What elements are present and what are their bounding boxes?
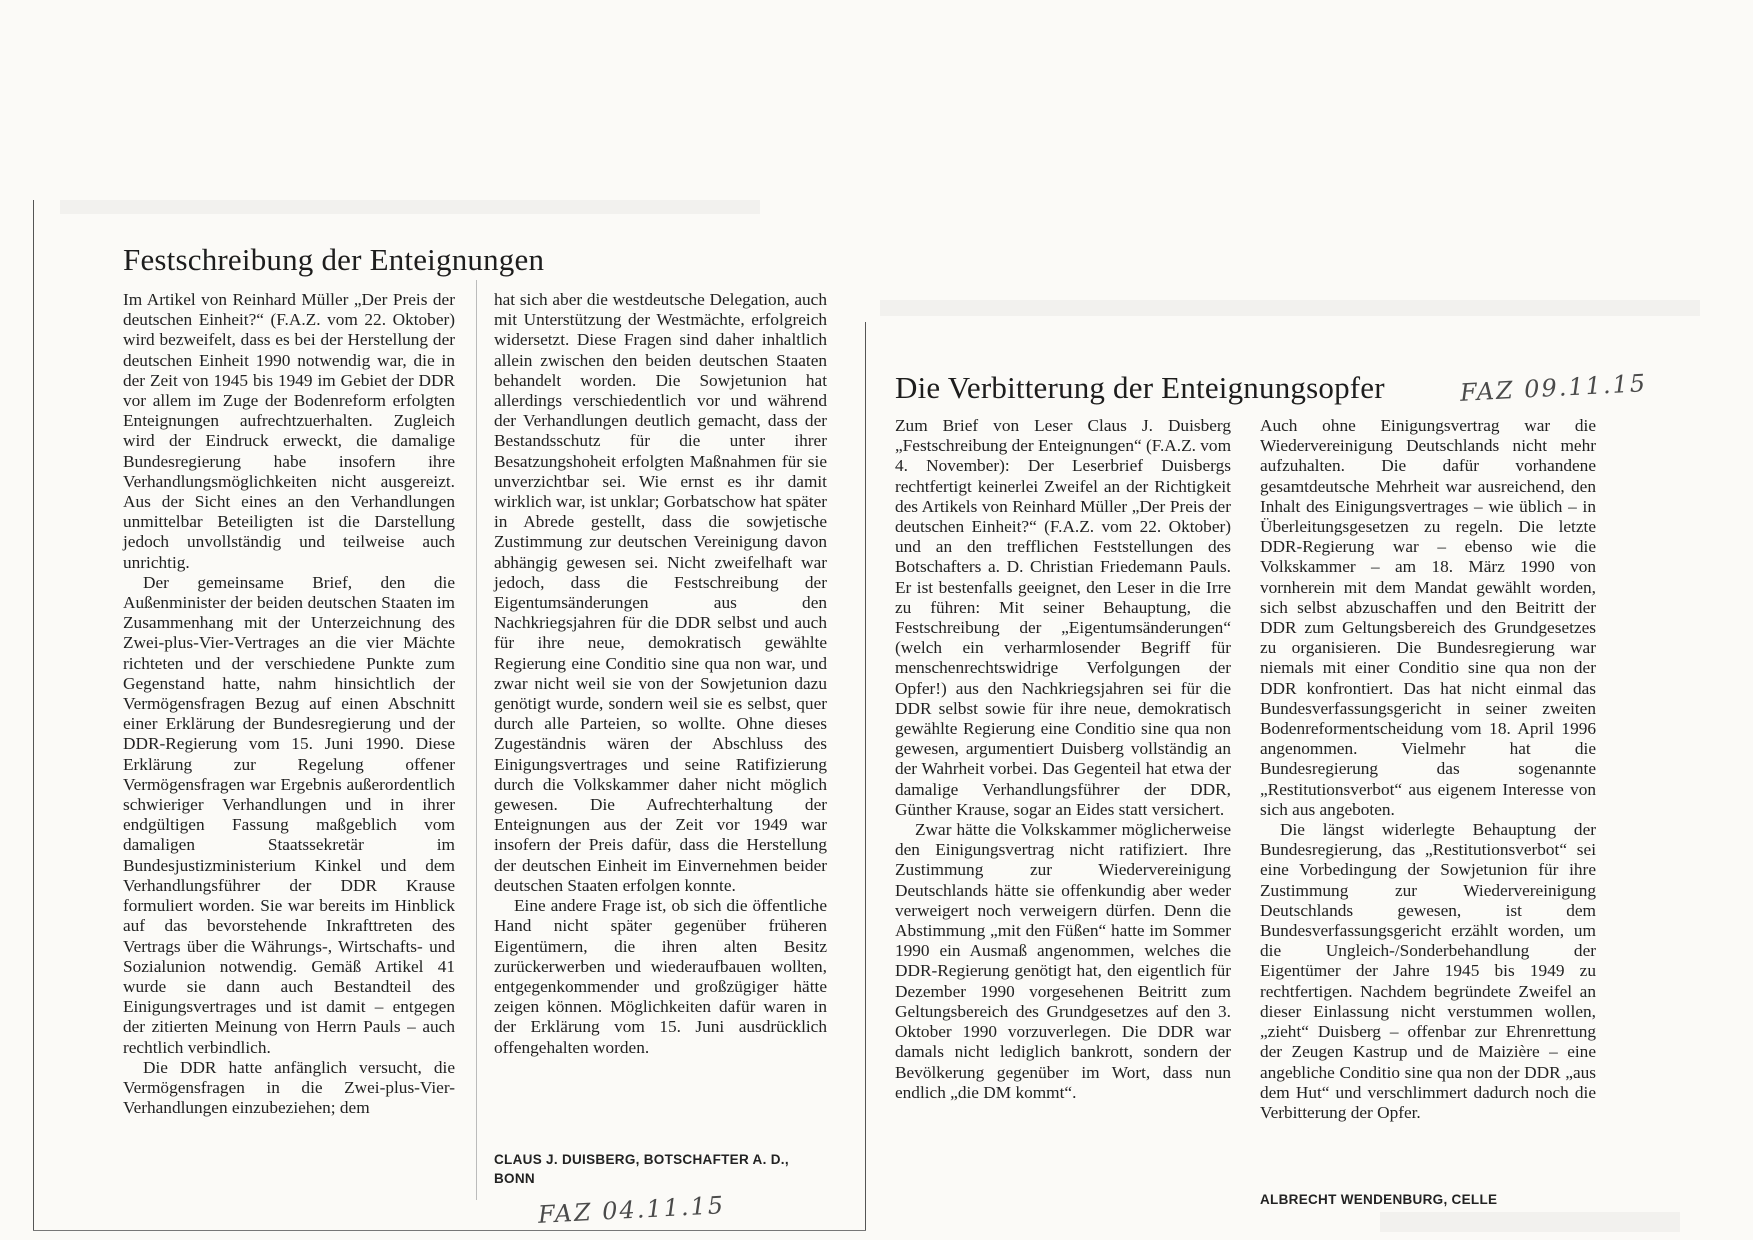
letter2-paragraph: Die längst widerlegte Behauptung der Bundesregierung, das „Restitutionsverbot“ sei eine Vorbedingung der Sowjetunion für ihre Zustimmung zur Wiedervereinigung Deutschlands gewesen, ist dem Bundesverfassungsgericht erzählt worden, um die Ungleich-/Sonderbehandlung der Eigentümer der Jahre 1945 bis 1949 zu rechtfertigen. Nachdem begründete Zweifel an dieser Einlassung nicht verstummen wollen, „zieht“ Duisberg – offenbar zur Ehrenrettung der Zeugen Kastrup und de Maizière – eine angebliche Conditio sine qua non der DDR „aus dem Hut“ und verschlimmert dadurch noch die Verbitterung der Opfer. [1260,820,1596,1122]
letter2-column-2 [1260,416,1596,1123]
letter1-byline [494,1150,789,1188]
letter1-byline-place: BONN [494,1171,535,1186]
letter1-paragraph: Im Artikel von Reinhard Müller „Der Preis der deutschen Einheit?“ (F.A.Z. vom 22. Oktober) wird bezweifelt, dass es bei der Herstellung der deutschen Einheit 1990 notwendig war, die in der Zeit von 1945 bis 1949 im Gebiet der DDR vor allem im Zuge der Bodenreform erfolgten Enteignungen aufrechtzuerhalten. Zugleich wird der Eindruck erweckt, die damalige Bundesregierung habe insofern ihre Verhandlungsmöglichkeiten nicht ausgereizt. Aus der Sicht eines an den Verhandlungen unmittelbar Beteiligten ist die Darstellung jedoch unvollständig und teilweise auch unrichtig. [123,290,455,572]
letter2-paragraph: Zum Brief von Leser Claus J. Duisberg „Festschreibung der Enteignungen“ (F.A.Z. vom 4. November): Der Leserbrief Duisbergs rechtfertigt keinerlei Zweifel an der Richtigkeit des Artikels von Reinhard Müller „Der Preis der deutschen Einheit?“ (F.A.Z. vom 22. Oktober) und an den trefflichen Feststellungen des Botschafters a. D. Christian Friedemann Pauls. Er ist bestenfalls geeignet, den Leser in die Irre zu führen: Mit seiner Behauptung, die Festschreibung der „Eigentumsänderungen“ (welch ein verharmlosender Begriff für menschenrechtswidrige Verfolgungen der Opfer!) aus den Nachkriegsjahren sei für die DDR selbst sowie für ihre neue, demokratisch gewählte Regierung eine Conditio sine qua non gewesen, argumentiert Duisberg vollständig an der Wahrheit vorbei. Das Gegenteil hat etwa der damalige Verhandlungsführer der DDR, Günther Krause, sogar an Eides statt versichert. [895,416,1232,819]
letter2-paragraph: Zwar hätte die Volkskammer möglicherweise den Einigungsvertrag nicht ratifiziert. Ihre Zustimmung zur Wiedervereinigung Deutschlands hätte sie offenkundig aber weder verweigert noch verweigern dürfen. Denn die Abstimmung „mit den Füßen“ hatte im Sommer 1990 ein Ausmaß angenommen, welches die DDR-Regierung genötigt hat, den eigentlich für Dezember 1990 vorgesehenen Beitritt zum Geltungsbereich des Grundgesetzes auf den 3. Oktober 1990 vorzuverlegen. Die DDR war damals nicht lediglich bankrott, sondern der Bevölkerung gegenüber im Wort, dass nun endlich „die DM kommt“. [895,820,1231,1102]
scan-bleed-bottom [1380,1212,1680,1232]
letter2-paragraph: Auch ohne Einigungsvertrag war die Wiedervereinigung Deutschlands nicht mehr aufzuhalten. Die dafür vorhandene gesamtdeutsche Mehrheit war ausreichend, den Inhalt des Einigungsvertrages – wie üblich – in Überleitungsgesetzen zu regeln. Die letzte DDR-Regierung war – ebenso wie die Volkskammer – am 18. März 1990 von vornherein mit dem Mandat gewählt worden, sich selbst abzuschaffen und den Beitritt der DDR zum Geltungsbereich des Grundgesetzes zu organisieren. Die Bundesregierung war niemals mit einer Conditio sine qua non der DDR konfrontiert. Das hat nicht einmal das Bundesverfassungsgericht in seiner zweiten Bodenreformentscheidung vom 18. April 1996 angenommen. Vielmehr hat die Bundesregierung das sogenannte „Restitutionsverbot“ aus eigenem Interesse von sich aus angeboten. [1260,416,1596,819]
letter1-paragraph: Die DDR hatte anfänglich versucht, die Vermögensfragen in die Zwei-plus-Vier-Verhandlungen einzubeziehen; dem [123,1057,455,1118]
divider-rule-between-letters [865,322,866,1230]
letter1-byline-name: CLAUS J. DUISBERG, BOTSCHAFTER A. D., [494,1152,789,1167]
letter1-handwritten-date-note: FAZ 04.11.15 [537,1191,726,1229]
letter2-byline: ALBRECHT WENDENBURG, CELLE [1260,1192,1498,1207]
letter1-column-2 [494,290,827,1058]
letter1-paragraph: Der gemeinsame Brief, den die Außenminister der beiden deutschen Staaten im Zusammenhang mit der Unterzeichnung des Zwei-plus-Vier-Vertrages an die vier Mächte richteten und der verschiedene Punkte zum Gegenstand hatte, nahm hinsichtlich der Vermögensfragen Bezug auf einen Abschnitt einer Erklärung der Bundesregierung und der DDR-Regierung vom 15. Juni 1990. Diese Erklärung zur Regelung offener Vermögensfragen war Ergebnis außerordentlich schwieriger Verhandlungen und in ihrer endgültigen Fassung maßgeblich vom damaligen Staatssekretär im Bundesjustizministerium Kinkel und dem Verhandlungsführer der DDR Krause formuliert worden. Sie war bereits im Hinblick auf das bevorstehende Inkrafttreten des Vertrags über die Währungs-, Wirtschafts- und Sozialunion notwendig. Gemäß Artikel 41 wurde sie dann auch Bestandteil des Einigungsvertrages und ist damit – entgegen der zitierten Meinung von Herrn Pauls – auch rechtlich verbindlich. [123,572,455,1057]
left-margin-rule [33,200,34,1230]
letter2-column-1 [895,416,1231,1103]
letter1-column-1 [123,290,455,1118]
letter2-handwritten-date-note: FAZ 09.11.15 [1459,369,1648,407]
letter1-paragraph: hat sich aber die westdeutsche Delegation, auch mit Unterstützung der Westmächte, erfolgreich widersetzt. Diese Fragen sind daher inhaltlich allein zwischen den beiden deutschen Staaten behandelt worden. Die Sowjetunion hat allerdings verschiedentlich vor und während der Verhandlungen deutlich gemacht, dass der Bestandsschutz für die unter ihrer Besatzungshoheit erfolgten Maßnahmen für sie unverzichtbar sei. Wie ernst es ihr damit wirklich war, ist unklar; Gorbatschow hat später in Abrede gestellt, dass die sowjetische Zustimmung zur deutschen Vereinigung davon abhängig gewesen sei. Nicht zweifelhaft war jedoch, dass die Festschreibung der Eigentumsänderungen aus den Nachkriegsjahren für die DDR selbst und auch für ihre neue, demokratisch gewählte Regierung eine Conditio sine qua non war, und zwar nicht weil sie von der Sowjetunion dazu genötigt wurde, sondern weil sie es selbst, quer durch alle Parteien, so wollte. Ohne dieses Zugeständnis wären der Abschluss des Einigungsvertrages und seine Ratifizierung durch die Volkskammer daher nicht möglich gewesen. Die Aufrechterhaltung der Enteignungen aus der Zeit vor 1949 war insofern der Preis dafür, dass die Herstellung der deutschen Einheit im Einvernehmen beider deutschen Staaten erfolgen konnte. [494,290,827,895]
scan-bleed-top [60,200,760,214]
letter2-headline: Die Verbitterung der Enteignungsopfer [895,370,1385,405]
letter1-headline: Festschreibung der Enteignungen [123,242,545,277]
letter1-paragraph: Eine andere Frage ist, ob sich die öffentliche Hand nicht später gegenüber früheren Eigentümern, die ihren alten Besitz zurückerwerben und wiederaufbauen wollten, entgegenkommender und großzügiger hätte zeigen können. Möglichkeiten dafür waren in der Erklärung vom 15. Juni ausdrücklich offengehalten worden. [494,896,827,1057]
column-rule-letter1 [476,280,477,1200]
scan-bleed-right [880,300,1700,316]
bottom-rule [33,1230,866,1231]
